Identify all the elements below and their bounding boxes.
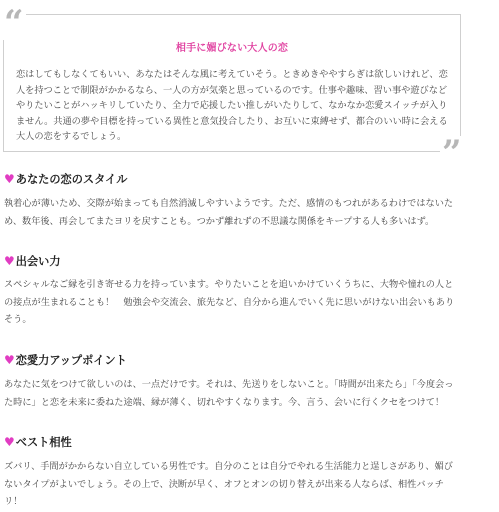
quote-body: 恋はしてもしなくてもいい、あなたはそんな風に考えていそう。ときめきややすらぎは欲しいけれど、恋人を持つことで制限がかかるなら、一人の方が気楽と思っているのです。仕事や趣味、習い事や遊びなどやりたいことがハッキリしていたり、全力で応援したい推しがいたりして、なかなか恋愛スイッチが入りません。共通の夢や目標を持っている異性と意気投合したり、お互いに束縛せず、都合のいい時に会える大人の恋をするでしょう。 xyxy=(16,69,448,142)
open-quote-icon: “ xyxy=(4,3,24,43)
section-heading-label: 出会い力 xyxy=(15,255,61,268)
section-body-encounter: スペシャルなご縁を引き寄せる力を持っています。やりたいことを追いかけていくうちに、大物や憧れの人との接点が生まれることも！ 勉強会や交流会、旅先など、自分から進んでいく先に思いがけない出会いもありそう。 xyxy=(4,279,455,325)
section-body-love-style: 執着心が薄いため、交際が始まっても自然消滅しやすいようです。ただ、感情のもつれがあるわけではないため、数年後、再会してまたヨリを戻すことも。つかず離れずの不思議な関係をキープする人も多いはず。 xyxy=(4,198,454,227)
section-heading-label: 恋愛力アップポイント xyxy=(15,354,127,367)
intro-quote-box xyxy=(3,14,461,152)
quote-title: 相手に媚びない大人の恋 xyxy=(175,43,289,54)
section-heading-label: あなたの恋のスタイル xyxy=(15,173,128,186)
heart-icon: ♥ xyxy=(4,353,15,367)
section-heading-love-boost xyxy=(4,352,127,368)
section-heading-love-style xyxy=(4,171,127,187)
section-heading-best-match xyxy=(4,434,72,450)
section-heading-encounter xyxy=(4,253,61,269)
section-body-love-boost: あなたに気をつけて欲しいのは、一点だけです。それは、先送りをしないこと。「時間が出来たら」「今度会った時に」と恋を未来に委ねた途端、縁が薄く、切れやすくなります。今、言う、会いに行くクセをつけて！ xyxy=(4,379,454,408)
heart-icon: ♥ xyxy=(4,172,15,186)
heart-icon: ♥ xyxy=(4,254,15,268)
section-body-best-match: ズバリ、手間がかからない自立している男性です。自分のことは自分でやれる生活能力と逞しさがあり、媚びないタイプがよいでしょう。その上で、決断が早く、オフとオンの切り替えが出来る人ならば、相性バッチリ！ xyxy=(4,461,453,507)
heart-icon: ♥ xyxy=(4,435,15,449)
section-heading-label: ベスト相性 xyxy=(15,436,72,449)
close-quote-icon: ” xyxy=(442,133,462,173)
